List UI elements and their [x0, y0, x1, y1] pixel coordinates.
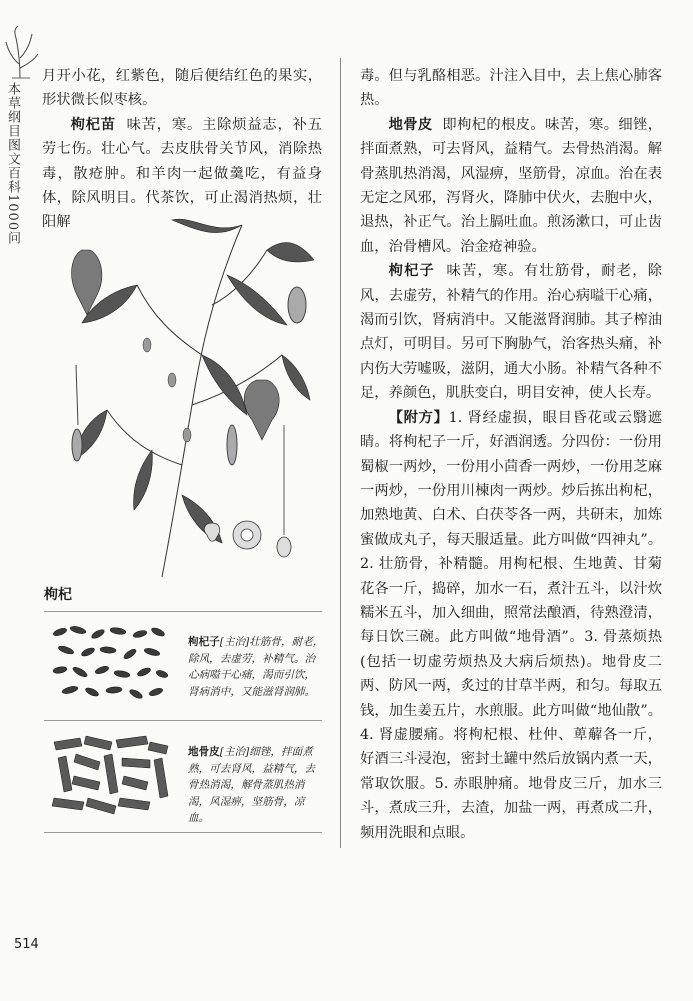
prescriptions-body: 1. 肾经虚损，眼目昏花或云翳遮睛。将枸杞子一斤，好酒润透。分四份：一份用蜀椒一两炒，一份用小茴香一两炒，一份用芝麻一两炒，一份用川楝肉一两炒。炒后拣出枸杞，加熟地黄、白术、白茯苓各一两，共研末，加炼蜜做成丸子，每天服适量。此方叫做“四神丸”。2. 壮筋骨，补精髓。用枸杞根、生地黄、甘菊花各一斤，捣碎，加水一石，煮汁五斗，以汁炊糯米五斗，加入细曲，照常法酿酒，待熟澄清，每日饮三碗。此方叫做“地骨酒”。3. 骨蒸烦热(包括一切虚劳烦热及大病后烦热)。地骨皮二两、防风一两，炙过的甘草半两，和匀。每取五钱，加生姜五片，水煎服。此方叫做“地仙散”。4. 肾虚腰痛。将枸杞根、杜仲、萆薢各一斤，好酒三斗浸泡，密封土罐中然后放锅内煮一天，常取饮服。5. 赤眼肿痛。地骨皮三斤，加水三斗，煮成三升，去渣，加盐一两，再煮成二升，频用洗眼和点眼。 [360, 409, 663, 841]
divider-rule [44, 611, 322, 612]
term-prescriptions: 【附方】 [388, 409, 449, 426]
digupi-caption [188, 744, 324, 827]
page-number: 514 [14, 937, 39, 952]
paragraph-digupi [360, 113, 662, 259]
paragraph-continued: 月开小花，红紫色，随后便结红色的果实，形状微长似枣核。 [42, 68, 322, 109]
goji-berry-caption [188, 634, 324, 700]
digupi-caption-title: 地骨皮 [188, 746, 220, 758]
goji-berry-caption-title: 枸杞子 [188, 636, 220, 648]
term-gouqi-miao: 枸杞苗 [70, 116, 116, 133]
watermark [650, 868, 690, 998]
sprout-logo-icon [2, 24, 42, 80]
goji-plant-illustration [52, 205, 322, 580]
digupi-body: 即枸杞的根皮。味苦，寒。细锉，拌面煮熟，可去肾风，益精气。去骨热消渴。解骨蒸肌热消渴，风湿痹，坚筋骨，凉血。治在表无定之风邪，泻肾火，降肺中伏火，去胞中火，退热，补正气。治上膈吐血。煎汤漱口，可止齿血，治骨槽风。治金疮神验。 [360, 116, 663, 255]
paragraph-gouqizi [360, 259, 662, 405]
digupi-root-bark-image [50, 732, 170, 816]
divider-rule [44, 832, 322, 833]
term-digupi: 地骨皮 [388, 116, 433, 133]
book-title: 本草纲目图文百科1000问 [5, 82, 20, 246]
term-gouqizi: 枸杞子 [388, 263, 436, 280]
gouqi-miao-body: 味苦，寒。主除烦益志，补五劳七伤。壮心气。去皮肤骨关节风，消除热毒，散疮肿。和羊肉一起做羹吃，有益身体，除风明目。代茶饮，可止渴消热烦，壮阳解 [42, 116, 323, 231]
goji-berry-image [50, 622, 170, 706]
paragraph-prescriptions [360, 406, 662, 845]
paragraph-continued-right: 毒。但与乳酪相恶。汁注入目中，去上焦心肺客热。 [360, 68, 662, 109]
illustration-caption: 枸杞 [44, 587, 72, 603]
right-column [360, 64, 662, 845]
divider-rule [44, 720, 322, 721]
column-divider [340, 58, 341, 848]
digupi-caption-body: [主治]细锉，拌面煮熟，可去肾风，益精气，去骨热消渴，解骨蒸肌热消渴，风湿痹，坚筋骨，凉血。 [188, 746, 316, 824]
gouqizi-body: 味苦，寒。有壮筋骨，耐老，除风，去虚劳，补精气的作用。治心病嗌干心痛，渴而引饮，肾病消中。又能滋肾润肺。其子榨油点灯，可明目。另可下胸胁气，治客热头痛，补内伤大劳嘘吸，滋阴，通大小肠。补精气各种不足，养颜色，肌肤变白，明目安神，使人长寿。 [360, 263, 662, 402]
goji-berry-caption-body: [主治]壮筋骨，耐老，除风，去虚劳，补精气。治心病嗌干心痛，渴而引饮，肾病消中，又能滋肾润肺。 [188, 636, 324, 698]
